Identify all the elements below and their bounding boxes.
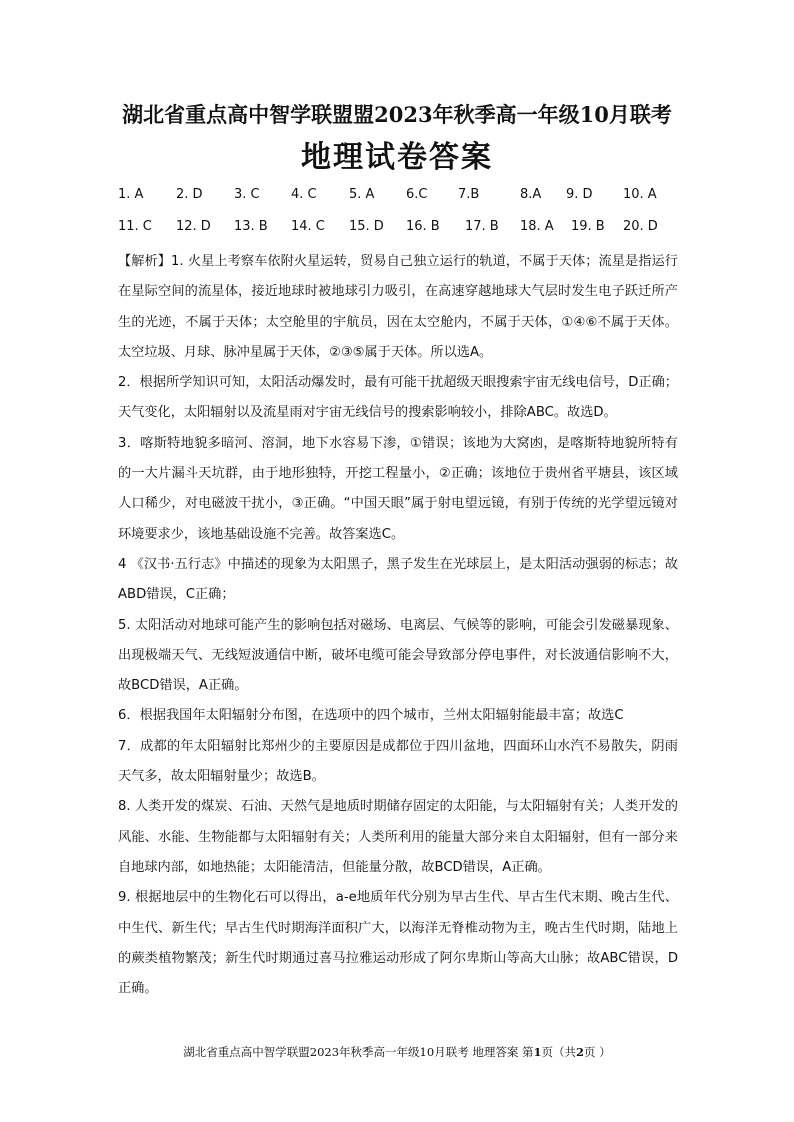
- explanation-paragraph: 【解析】1. 火星上考察车依附火星运转，贸易自己独立运行的轨道，不属于天体；流星是指运行在星际空间的流星体，接近地球时被地球引力吸引，在高速穿越地球大气层时发生电子跃迁所产生的光迹，不属于天体；太空舱里的宇航员，因在太空舱内，不属于天体，①④⑥不属于天体。太空垃圾、月球、脉冲星属于天体，②③⑤属于天体。所以选A。: [118, 254, 678, 360]
- answer-item: 8.A: [520, 187, 542, 202]
- footer-middle: 页（共: [541, 1045, 577, 1059]
- exam-title: 湖北省重点高中智学联盟盟2023年秋季高一年级10月联考: [122, 102, 672, 127]
- answer-sheet-title: 地理试卷答案: [301, 140, 493, 175]
- explanation-paragraph: 8. 人类开发的煤炭、石油、天然气是地质时期储存固定的太阳能，与太阳辐射有关；人类开发的风能、水能、生物能都与太阳辐射有关；人类所利用的能量大部分来自太阳辐射，但有一部分来自地球内部，如地热能；太阳能清洁，但能量分散，故BCD错误，A正确。: [118, 799, 678, 875]
- answer-item: 7.B: [458, 187, 480, 202]
- answer-item: 15. D: [349, 219, 384, 234]
- answer-item: 14. C: [291, 219, 325, 234]
- footer-page-number: 1: [533, 1045, 542, 1059]
- explanation-paragraph: 6．根据我国年太阳辐射分布图，在选项中的四个城市，兰州太阳辐射能最丰富；故选C: [118, 708, 624, 724]
- answer-item: 20. D: [623, 219, 658, 234]
- answer-item: 19. B: [571, 219, 605, 234]
- answer-item: 6.C: [406, 187, 428, 202]
- page-footer: [0, 1044, 794, 1060]
- answer-item: 1. A: [118, 187, 144, 202]
- explanation-paragraph: 2．根据所学知识可知，太阳活动爆发时，最有可能干扰超级天眼搜索宇宙无线电信号，D正确；天气变化，太阳辐射以及流星雨对宇宙无线信号的搜索影响较小，排除ABC。故选D。: [118, 375, 678, 421]
- answer-item: 12. D: [176, 219, 211, 234]
- answer-item: 18. A: [520, 219, 554, 234]
- explanation-paragraph: 4 《汉书·五行志》中描述的现象为太阳黑子，黑子发生在光球层上，是太阳活动强弱的标志；故ABD错误，C正确；: [118, 556, 678, 603]
- answer-item: 3. C: [234, 187, 260, 202]
- explanation-paragraph: 9. 根据地层中的生物化石可以得出，a-e地质年代分别为早古生代、早古生代末期、晚古生代、中生代、新生代；早古生代时期海洋面积广大，以海洋无脊椎动物为主，晚古生代时期，陆地上的蕨类植物繁茂；新生代时期通过喜马拉雅运动形成了阿尔卑斯山等高大山脉；故ABC错误，D正确。: [118, 890, 678, 997]
- footer-prefix: 湖北省重点高中智学联盟2023年秋季高一年级10月联考 地理答案 第: [183, 1045, 534, 1059]
- answer-item: 10. A: [623, 187, 657, 202]
- answer-item: 9. D: [566, 187, 593, 202]
- explanation-paragraph: 7．成都的年太阳辐射比郑州少的主要原因是成都位于四川盆地，四面环山水汽不易散失，阴雨天气多，故太阳辐射量少；故选B。: [118, 738, 678, 785]
- answer-item: 16. B: [406, 219, 440, 234]
- answer-item: 11. C: [118, 219, 152, 234]
- answer-item: 5. A: [349, 187, 375, 202]
- answer-item: 17. B: [465, 219, 499, 234]
- answer-item: 2. D: [176, 187, 203, 202]
- answer-item: 4. C: [291, 187, 317, 202]
- explanations: [118, 247, 678, 1004]
- explanation-paragraph: 3．喀斯特地貌多暗河、溶洞，地下水容易下渗，①错误；该地为大窝凼，是喀斯特地貌所特有的一大片漏斗天坑群，由于地形独特，开挖工程量小，②正确；该地位于贵州省平塘县，该区域人口稀少，对电磁波干扰小，③正确。“中国天眼”属于射电望远镜，有别于传统的光学望远镜对环境要求少，该地基础设施不完善。故答案选C。: [118, 435, 678, 542]
- explanation-paragraph: 5. 太阳活动对地球可能产生的影响包括对磁场、电离层、气候等的影响，可能会引发磁暴现象、出现极端天气、无线短波通信中断，破坏电缆可能会导致部分停电事件，对长波通信影响不大，故BCD错误，A正确。: [118, 617, 678, 694]
- answer-item: 13. B: [234, 219, 268, 234]
- footer-total-pages: 2: [576, 1045, 585, 1059]
- footer-suffix: 页 ）: [584, 1045, 611, 1059]
